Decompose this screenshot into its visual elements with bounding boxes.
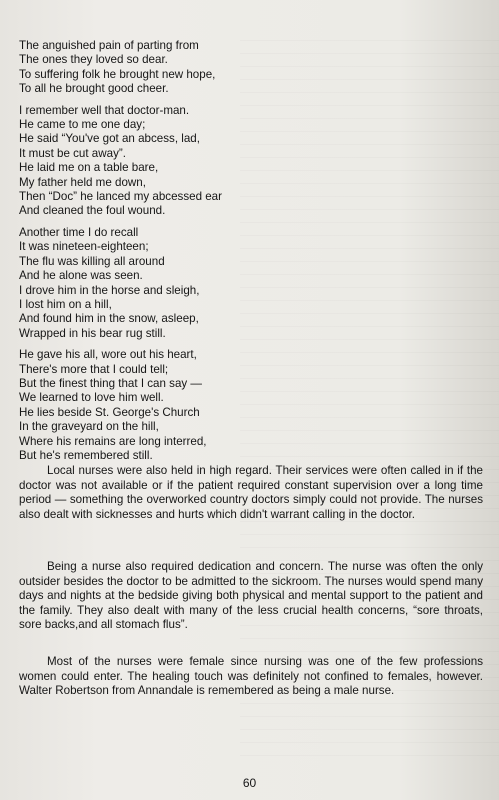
- poem-line: The ones they loved so dear.: [19, 53, 168, 67]
- poem-line: There's more that I could tell;: [19, 362, 169, 376]
- poem-line: In the graveyard on the hill,: [19, 420, 159, 434]
- page-number: 60: [242, 776, 257, 790]
- poem-line: My father held me down,: [19, 175, 146, 189]
- poem-stanza-3: [19, 226, 319, 341]
- poem-line: I lost him on a hill,: [19, 297, 112, 311]
- poem-line: He came to me one day;: [19, 118, 146, 132]
- poem-line: But the finest thing that I can say —: [19, 376, 203, 390]
- poem-line: Where his remains are long interred,: [19, 434, 207, 448]
- poem-line: Another time I do recall: [19, 225, 139, 239]
- poem-line: He gave his all, wore out his heart,: [19, 348, 197, 362]
- poem-line: Wrapped in his bear rug still.: [19, 326, 166, 340]
- poem-line: I remember well that doctor-man.: [19, 103, 190, 117]
- poem-line: But he's remembered still.: [19, 448, 153, 462]
- poem-line: It must be cut away”.: [19, 146, 126, 160]
- paragraph-nurse-dedication: Being a nurse also required dedication and concern. The nurse was often the only outsider besides the doctor to be admitted to the sickroom. The nurses would spend many days and nights at the bedside giving both physical and mental support to the patient and the family. They also dealt with many of the less crucial health concerns, “sore throats, sore backs,and all stomach flus”.: [19, 560, 483, 632]
- poem-line: He lies beside St. George's Church: [19, 405, 200, 419]
- poem-line: To suffering folk he brought new hope,: [19, 67, 216, 81]
- poem-line: And cleaned the foul wound.: [19, 204, 166, 218]
- poem-line: The anguished pain of parting from: [19, 39, 199, 52]
- poem: [19, 39, 319, 470]
- poem-line: We learned to love him well.: [19, 391, 164, 405]
- poem-line: He said “You've got an abcess, lad,: [19, 132, 200, 146]
- poem-line: And found him in the snow, asleep,: [19, 312, 199, 326]
- poem-line: And he alone was seen.: [19, 269, 143, 283]
- poem-line: It was nineteen-eighteen;: [19, 240, 149, 254]
- paragraph-female-nurses: Most of the nurses were female since nursing was one of the few professions women could enter. The healing touch was definitely not confined to females, however. Walter Robertson from Annandale is remembered as being a male nurse.: [19, 655, 483, 698]
- poem-line: Then “Doc” he lanced my abcessed ear: [19, 190, 222, 204]
- poem-line: To all he brought good cheer.: [19, 82, 169, 96]
- paragraph-local-nurses: Local nurses were also held in high regard. Their services were often called in if the doctor was not available or if the patient required constant supervision over a long time period — something the overworked country doctors simply could not provide. The nurses also dealt with sicknesses and hurts which didn't warrant calling in the doctor.: [19, 464, 483, 521]
- poem-stanza-1: [19, 39, 319, 97]
- poem-line: The flu was killing all around: [19, 254, 165, 268]
- poem-stanza-2: [19, 104, 319, 219]
- poem-stanza-4: [19, 348, 319, 463]
- poem-line: He laid me on a table bare,: [19, 161, 159, 175]
- poem-line: I drove him in the horse and sleigh,: [19, 283, 200, 297]
